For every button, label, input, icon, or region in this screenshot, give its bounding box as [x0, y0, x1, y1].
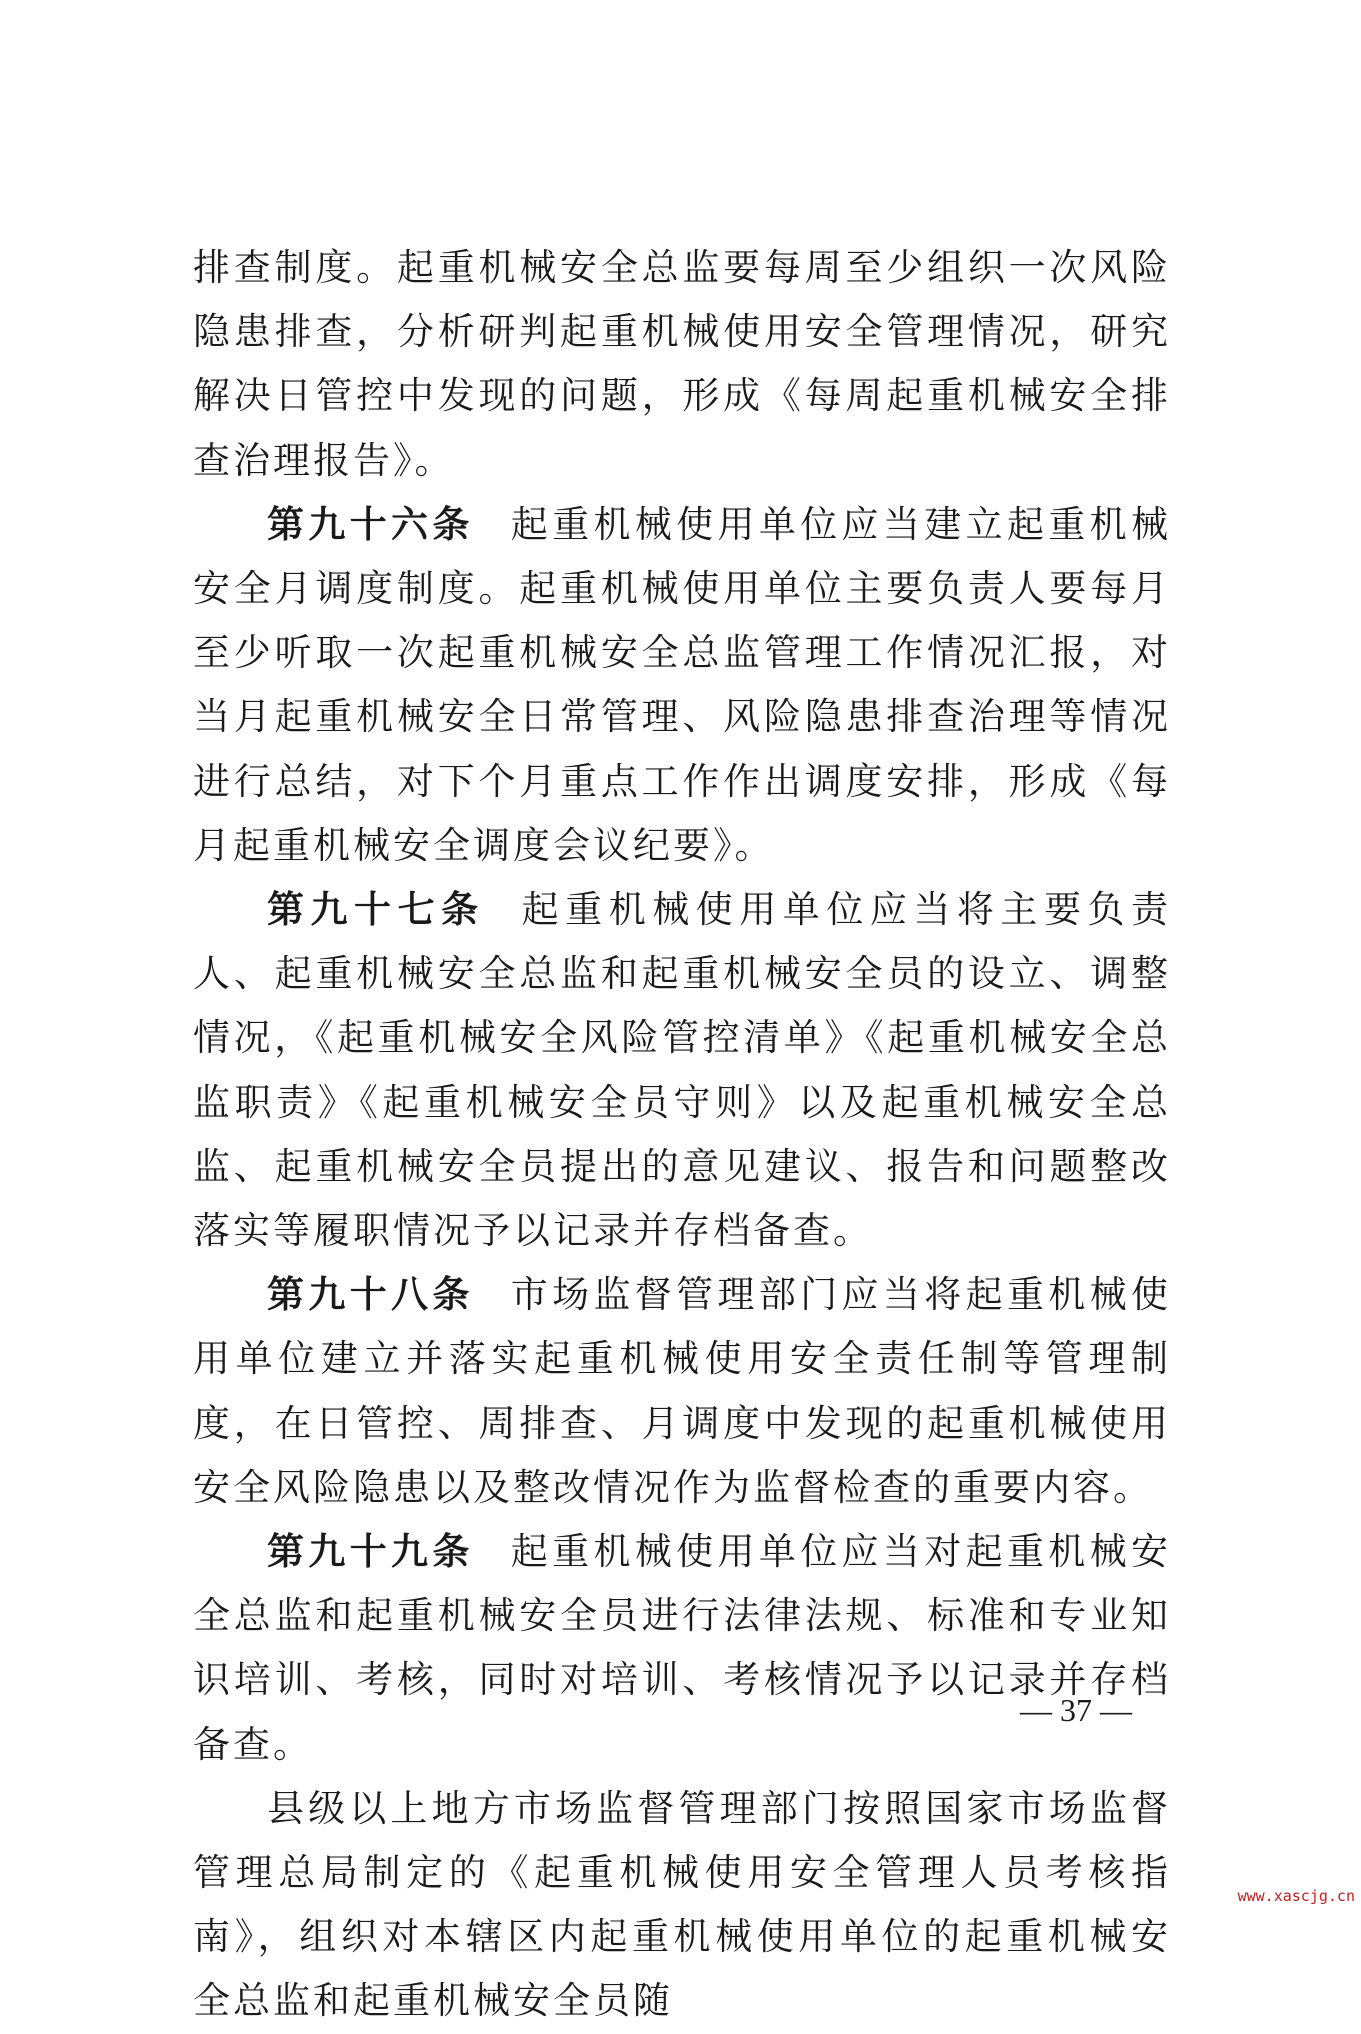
page-number: — 37 — — [1020, 1692, 1132, 1728]
paragraph-text: 县级以上地方市场监督管理部门按照国家市场监督管理总局制定的《起重机械使用安全管理人员考核指南》，组织对本辖区内起重机械使用单位的起重机械安全总监和起重机械安全员随 — [193, 1786, 1171, 2023]
paragraph-continuation — [193, 236, 1171, 493]
article-number: 第九十八条 — [267, 1273, 474, 1317]
watermark-url[interactable]: www.xascjg.cn — [1237, 1887, 1355, 1905]
article-text: 起重机械使用单位应当将主要负责人、起重机械安全总监和起重机械安全员的设立、调整情况，《起重机械安全风险管控清单》《起重机械安全总监职责》《起重机械安全员守则》以及起重机械安全总监、起重机械安全员提出的意见建议、报告和问题整改落实等履职情况予以记录并存档备查。 — [193, 888, 1172, 1253]
article-99-paragraph-2 — [193, 1777, 1171, 2034]
article-97 — [193, 878, 1171, 1263]
article-98 — [193, 1263, 1171, 1520]
article-text: 起重机械使用单位应当建立起重机械安全月调度制度。起重机械使用单位主要负责人要每月至少听取一次起重机械安全总监管理工作情况汇报，对当月起重机械安全日常管理、风险隐患排查治理等情况进行总结，对下个月重点工作作出调度安排，形成《每月起重机械安全调度会议纪要》。 — [193, 502, 1171, 867]
document-body — [193, 236, 1171, 2034]
paragraph-text: 排查制度。起重机械安全总监要每周至少组织一次风险隐患排查，分析研判起重机械使用安全管理情况，研究解决日管控中发现的问题，形成《每周起重机械安全排查治理报告》。 — [193, 246, 1171, 482]
article-text: 起重机械使用单位应当对起重机械安全总监和起重机械安全员进行法律法规、标准和专业知识培训、考核，同时对培训、考核情况予以记录并存档备查。 — [193, 1530, 1171, 1766]
article-number: 第九十七条 — [267, 888, 485, 932]
article-text: 市场监督管理部门应当将起重机械使用单位建立并落实起重机械使用安全责任制等管理制度，在日管控、周排查、月调度中发现的起重机械使用安全风险隐患以及整改情况作为监督检查的重要内容。 — [193, 1273, 1171, 1509]
article-99 — [193, 1520, 1171, 1777]
article-96 — [193, 493, 1171, 878]
article-number: 第九十九条 — [267, 1530, 474, 1574]
article-number: 第九十六条 — [267, 502, 474, 546]
